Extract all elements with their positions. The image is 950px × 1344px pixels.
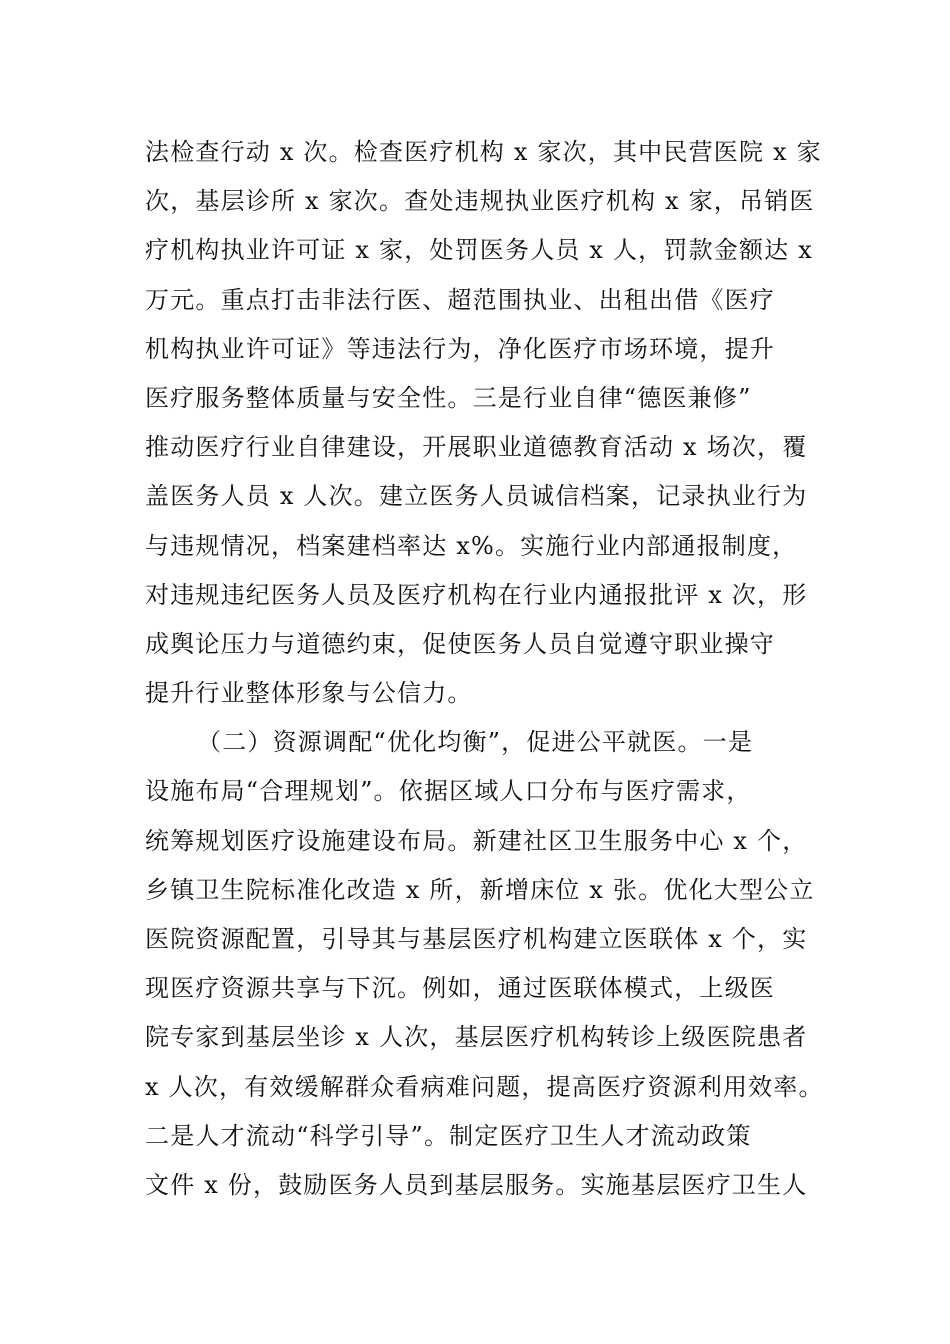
text-line-7: 推动医疗行业自律建设，开展职业道德教育活动 x 场次，覆 (145, 433, 808, 462)
text-line-8: 盖医务人员 x 人次。建立医务人员诚信档案，记录执业行为 (145, 482, 808, 511)
text-line-17: 医院资源配置，引导其与基层医疗机构建立医联体 x 个，实 (145, 925, 808, 953)
text-line-12: 提升行业整体形象与公信力。 (145, 679, 473, 708)
text-line-21: 二是人才流动“科学引导”。制定医疗卫生人才流动政策 (145, 1121, 752, 1150)
text-line-14: 设施布局“合理规划”。依据区域人口分布与医疗需求， (145, 777, 752, 806)
text-line-11: 成舆论压力与道德约束，促使医务人员自觉遵守职业操守 (145, 629, 775, 658)
text-line-15: 统筹规划医疗设施建设布局。新建社区卫生服务中心 x 个， (145, 826, 808, 855)
section-heading-line: （二）资源调配“优化均衡”，促进公平就医。一是 (197, 728, 754, 757)
text-line-1: 法检查行动 x 次。检查医疗机构 x 家次，其中民营医院 x 家 (145, 138, 822, 166)
text-line-16: 乡镇卫生院标准化改造 x 所，新增床位 x 张。优化大型公立 (145, 875, 815, 904)
text-line-22: 文件 x 份，鼓励医务人员到基层服务。实施基层医疗卫生人 (145, 1170, 808, 1199)
text-line-4: 万元。重点打击非法行医、超范围执业、出租出借《医疗 (145, 285, 775, 314)
text-line-5: 机构执业许可证》等违法行为，净化医疗市场环境，提升 (145, 334, 775, 363)
text-line-10: 对违规违纪医务人员及医疗机构在行业内通报批评 x 次，形 (145, 580, 808, 609)
text-line-2: 次，基层诊所 x 家次。查处违规执业医疗机构 x 家，吊销医 (145, 187, 815, 216)
text-line-6: 医疗服务整体质量与安全性。三是行业自律“德医兼修” (145, 383, 752, 412)
text-line-19: 院专家到基层坐诊 x 人次，基层医疗机构转诊上级医院患者 (145, 1023, 808, 1052)
text-line-20: x 人次，有效缓解群众看病难问题，提高医疗资源利用效率。 (145, 1072, 824, 1101)
body-text (145, 128, 825, 1210)
text-line-9: 与违规情况，档案建档率达 x%。实施行业内部通报制度， (145, 531, 798, 560)
text-line-3: 疗机构执业许可证 x 家，处罚医务人员 x 人，罚款金额达 x (145, 236, 813, 265)
text-line-18: 现医疗资源共享与下沉。例如，通过医联体模式，上级医 (145, 974, 775, 1003)
